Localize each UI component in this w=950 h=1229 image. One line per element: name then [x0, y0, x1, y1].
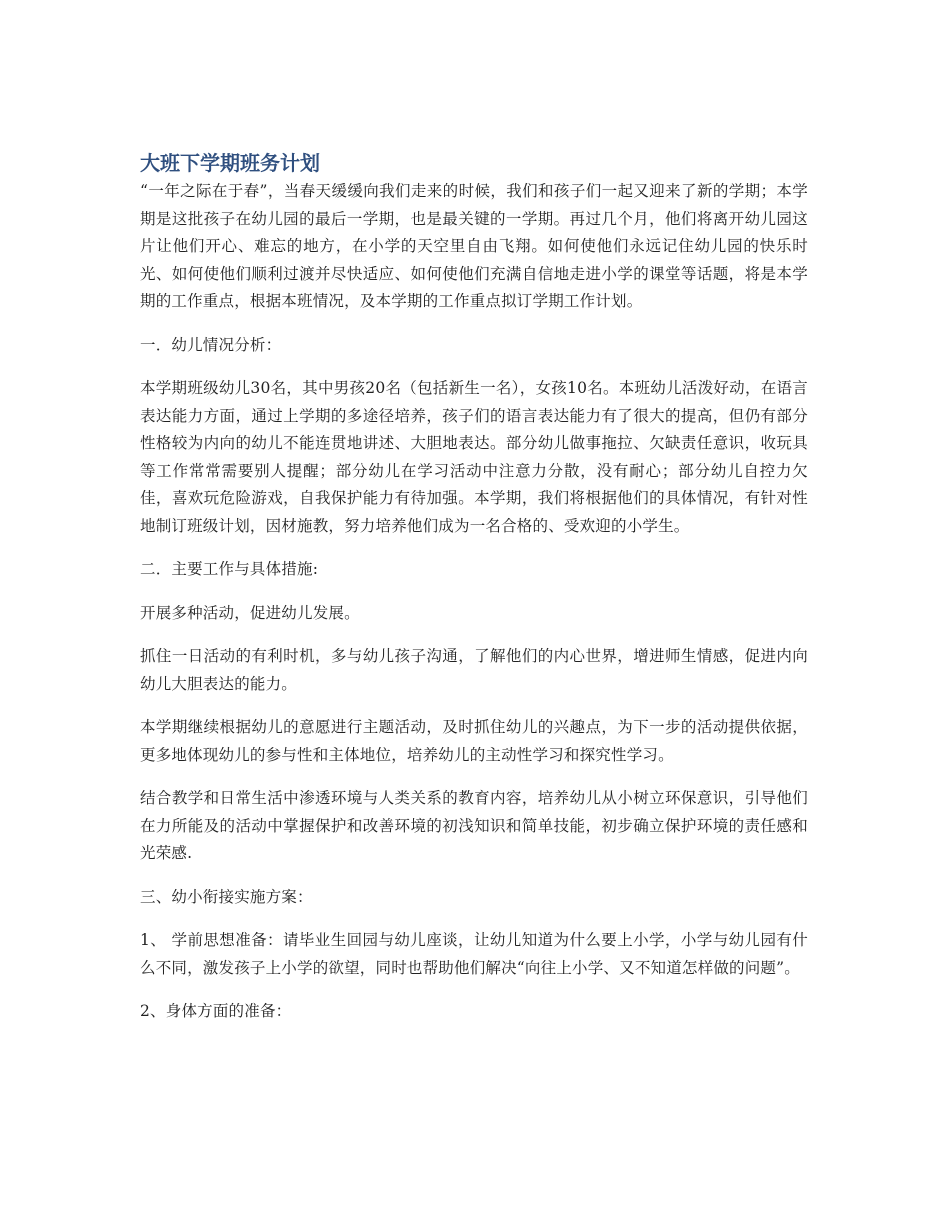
section1-body: 本学期班级幼儿30名，其中男孩20名（包括新生一名），女孩10名。本班幼儿活泼好动，在语言表达能力方面，通过上学期的多途径培养，孩子们的语言表达能力有了很大的提高，但仍有部分性格较为内向的幼儿不能连贯地讲述、大胆地表达。部分幼儿做事拖拉、欠缺责任意识，收玩具 等工作常常需要别人提醒；部分幼儿在学习活动中注意力分散，没有耐心；部分幼儿自控力欠佳，喜欢玩危险游戏，自我保护能力有待加强。本学期，我们将根据他们的具体情况，有针对性地制订班级计划，因材施教，努力培养他们成为一名合格的、受欢迎的小学生。	[140, 379, 808, 535]
section2-paragraph-4: 结合教学和日常生活中渗透环境与人类关系的教育内容，培养幼儿从小树立环保意识，引导他们在力所能及的活动中掌握保护和改善环境的初浅知识和简单技能，初步确立保护环境的责任感和光荣感.	[140, 789, 808, 862]
section3-heading: 三、幼小衔接实施方案：	[140, 887, 313, 906]
section2-paragraph-3: 本学期继续根据幼儿的意愿进行主题活动，及时抓住幼儿的兴趣点，为下一步的活动提供依据，更多地体现幼儿的参与性和主体地位，培养幼儿的主动性学习和探究性学习。	[140, 718, 808, 764]
section2-heading: 二．主要工作与具体措施:	[140, 560, 319, 578]
section3-paragraph-2: 2、身体方面的准备：	[140, 1002, 292, 1020]
intro-paragraph: “一年之际在于春”，当春天缓缓向我们走来的时候，我们和孩子们一起又迎来了新的学期；本学期是这批孩子在幼儿园的最后一学期，也是最关键的一学期。再过几个月，他们将离开幼儿园这片让他们开心、难忘的地方，在小学的天空里自由飞翔。如何使他们永远记住幼儿园的快乐时光、如何使他们顺利过渡并尽快适应、如何使他们充满自信地走进小学的课堂等话题，将是本学期的工作重点，根据本班情况，及本学期的工作重点拟订学期工作计划。	[140, 182, 808, 310]
section1-heading: 一．幼儿情况分析：	[140, 335, 282, 354]
section2-paragraph-1: 开展多种活动，促进幼儿发展。	[140, 603, 360, 622]
section2-paragraph-2: 抓住一日活动的有利时机，多与幼儿孩子沟通，了解他们的内心世界，增进师生情感，促进内向幼儿大胆表达的能力。	[140, 647, 808, 693]
section3-paragraph-1: 1、 学前思想准备：请毕业生回园与幼儿座谈，让幼儿知道为什么要上小学，小学与幼儿园有什么不同，激发孩子上小学的欲望，同时也帮助他们解决“向往上小学、又不知道怎样做的问题”。	[140, 931, 808, 977]
document-title: 大班下学期班务计划	[140, 151, 320, 175]
document-content	[140, 148, 808, 1042]
